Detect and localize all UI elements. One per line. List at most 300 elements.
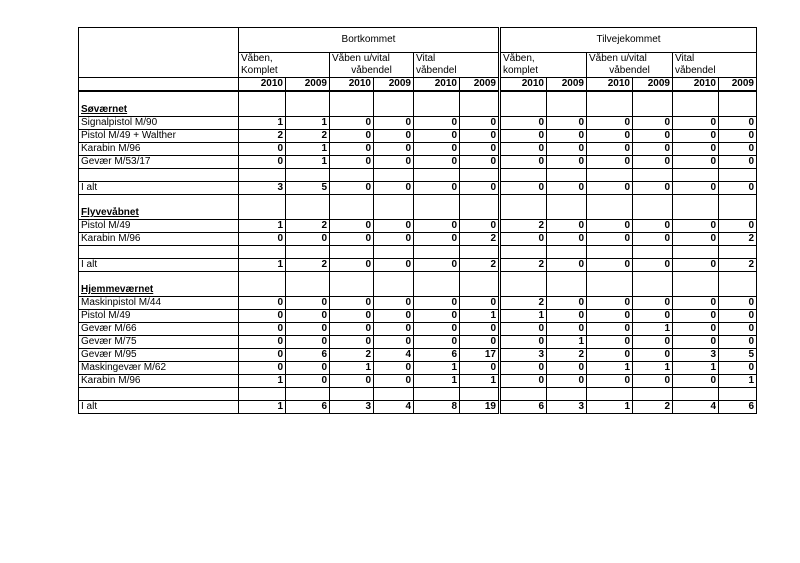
value-cell: 3 bbox=[673, 349, 719, 362]
blank-cell bbox=[719, 388, 757, 401]
value-cell: 0 bbox=[719, 310, 757, 323]
value-cell: 0 bbox=[414, 323, 460, 336]
section-title: Hjemmeværnet bbox=[79, 284, 239, 297]
value-cell: 0 bbox=[547, 297, 587, 310]
blank-cell bbox=[414, 284, 460, 297]
blank-cell bbox=[374, 104, 414, 117]
section-title-row bbox=[79, 284, 757, 297]
value-cell: 0 bbox=[633, 233, 673, 246]
value-cell: 0 bbox=[500, 156, 547, 169]
value-cell: 0 bbox=[719, 220, 757, 233]
blank-cell bbox=[673, 169, 719, 182]
row-label: Gevær M/66 bbox=[79, 323, 239, 336]
value-cell: 6 bbox=[286, 401, 330, 414]
blank-cell bbox=[500, 91, 547, 104]
value-cell: 0 bbox=[286, 323, 330, 336]
value-cell: 3 bbox=[547, 401, 587, 414]
blank-cell bbox=[374, 91, 414, 104]
blank-cell bbox=[673, 246, 719, 259]
value-cell: 19 bbox=[460, 401, 500, 414]
value-cell: 0 bbox=[719, 117, 757, 130]
value-cell: 0 bbox=[286, 310, 330, 323]
blank-cell bbox=[286, 388, 330, 401]
table-row bbox=[79, 336, 757, 349]
value-cell: 2 bbox=[286, 259, 330, 272]
value-cell: 0 bbox=[239, 362, 286, 375]
value-cell: 0 bbox=[460, 130, 500, 143]
blank-cell bbox=[330, 284, 374, 297]
blank-cell bbox=[673, 207, 719, 220]
blank-cell bbox=[239, 207, 286, 220]
value-cell: 0 bbox=[673, 375, 719, 388]
value-cell: 0 bbox=[587, 143, 633, 156]
value-cell: 0 bbox=[587, 259, 633, 272]
value-cell: 6 bbox=[719, 401, 757, 414]
blank-cell bbox=[587, 91, 633, 104]
table-row bbox=[79, 323, 757, 336]
row-label: Karabin M/96 bbox=[79, 233, 239, 246]
blank-cell bbox=[633, 169, 673, 182]
blank-cell bbox=[500, 272, 547, 285]
value-cell: 0 bbox=[719, 143, 757, 156]
value-cell: 0 bbox=[673, 233, 719, 246]
value-cell: 0 bbox=[374, 143, 414, 156]
blank-cell bbox=[587, 388, 633, 401]
blank-cell bbox=[460, 207, 500, 220]
table-row bbox=[79, 156, 757, 169]
blank-cell bbox=[719, 91, 757, 104]
value-cell: 3 bbox=[239, 182, 286, 195]
value-cell: 0 bbox=[239, 310, 286, 323]
value-cell: 0 bbox=[330, 143, 374, 156]
value-cell: 0 bbox=[673, 323, 719, 336]
blank-cell bbox=[414, 207, 460, 220]
blank-cell bbox=[414, 388, 460, 401]
value-cell: 0 bbox=[587, 297, 633, 310]
blank-cell bbox=[673, 388, 719, 401]
value-cell: 0 bbox=[633, 336, 673, 349]
value-cell: 6 bbox=[414, 349, 460, 362]
value-cell: 0 bbox=[719, 297, 757, 310]
value-cell: 0 bbox=[587, 156, 633, 169]
value-cell: 0 bbox=[239, 143, 286, 156]
blank-cell bbox=[239, 91, 286, 104]
value-cell: 1 bbox=[239, 220, 286, 233]
row-label: Pistol M/49 + Walther bbox=[79, 130, 239, 143]
value-cell: 0 bbox=[673, 143, 719, 156]
value-cell: 0 bbox=[719, 323, 757, 336]
value-cell: 0 bbox=[330, 182, 374, 195]
section-spacer-row bbox=[79, 195, 757, 208]
value-cell: 0 bbox=[414, 336, 460, 349]
year-header-cell: 2009 bbox=[286, 78, 330, 92]
value-cell: 0 bbox=[633, 156, 673, 169]
blank-cell bbox=[587, 169, 633, 182]
value-cell: 1 bbox=[239, 401, 286, 414]
blank-cell bbox=[633, 272, 673, 285]
value-cell: 1 bbox=[673, 362, 719, 375]
year-header-cell: 2010 bbox=[673, 78, 719, 92]
value-cell: 1 bbox=[460, 310, 500, 323]
blank-cell bbox=[500, 169, 547, 182]
value-cell: 0 bbox=[330, 310, 374, 323]
value-cell: 0 bbox=[460, 336, 500, 349]
value-cell: 1 bbox=[587, 401, 633, 414]
value-cell: 0 bbox=[330, 130, 374, 143]
value-cell: 0 bbox=[547, 156, 587, 169]
value-cell: 0 bbox=[330, 220, 374, 233]
value-cell: 0 bbox=[587, 182, 633, 195]
blank-cell bbox=[79, 246, 239, 259]
subheader-complete-lost-1: Våben, bbox=[239, 53, 330, 66]
value-cell: 1 bbox=[414, 362, 460, 375]
value-cell: 1 bbox=[633, 362, 673, 375]
subheader-vital-lost-1: Vital bbox=[414, 53, 500, 66]
blank-cell bbox=[239, 246, 286, 259]
blank-cell bbox=[633, 207, 673, 220]
blank-cell bbox=[547, 207, 587, 220]
year-header-cell: 2010 bbox=[330, 78, 374, 92]
row-label: Maskingevær M/62 bbox=[79, 362, 239, 375]
value-cell: 0 bbox=[633, 182, 673, 195]
value-cell: 1 bbox=[460, 375, 500, 388]
subheader-novital-lost-2: våbendel bbox=[330, 65, 414, 78]
blank-cell bbox=[374, 388, 414, 401]
value-cell: 17 bbox=[460, 349, 500, 362]
blank-cell bbox=[414, 91, 460, 104]
value-cell: 0 bbox=[330, 297, 374, 310]
blank-cell bbox=[239, 388, 286, 401]
subheader-vital-lost-2: våbendel bbox=[414, 65, 500, 78]
blank-cell bbox=[460, 246, 500, 259]
table-row bbox=[79, 362, 757, 375]
value-cell: 0 bbox=[414, 156, 460, 169]
blank-cell bbox=[673, 195, 719, 208]
value-cell: 0 bbox=[500, 182, 547, 195]
value-cell: 3 bbox=[330, 401, 374, 414]
blank-cell bbox=[587, 272, 633, 285]
year-header-cell: 2009 bbox=[633, 78, 673, 92]
blank-cell bbox=[633, 388, 673, 401]
blank-cell bbox=[633, 195, 673, 208]
value-cell: 0 bbox=[547, 117, 587, 130]
value-cell: 0 bbox=[460, 117, 500, 130]
value-cell: 2 bbox=[547, 349, 587, 362]
value-cell: 1 bbox=[587, 362, 633, 375]
value-cell: 0 bbox=[414, 182, 460, 195]
value-cell: 0 bbox=[587, 220, 633, 233]
blank-cell bbox=[587, 207, 633, 220]
value-cell: 0 bbox=[719, 156, 757, 169]
blank-cell bbox=[79, 195, 239, 208]
value-cell: 0 bbox=[673, 336, 719, 349]
subheader-complete-found-1: Våben, bbox=[500, 53, 587, 66]
blank-cell bbox=[330, 388, 374, 401]
value-cell: 2 bbox=[719, 233, 757, 246]
value-cell: 0 bbox=[414, 130, 460, 143]
blank-cell bbox=[500, 104, 547, 117]
value-cell: 0 bbox=[374, 323, 414, 336]
blank-cell bbox=[587, 195, 633, 208]
blank-cell bbox=[719, 104, 757, 117]
value-cell: 0 bbox=[286, 362, 330, 375]
blank-cell bbox=[286, 91, 330, 104]
blank-cell bbox=[460, 169, 500, 182]
blank-cell bbox=[673, 284, 719, 297]
blank-cell bbox=[79, 388, 239, 401]
value-cell: 0 bbox=[414, 117, 460, 130]
value-cell: 0 bbox=[500, 130, 547, 143]
value-cell: 0 bbox=[239, 323, 286, 336]
value-cell: 0 bbox=[460, 143, 500, 156]
table-row bbox=[79, 143, 757, 156]
blank-cell bbox=[330, 169, 374, 182]
value-cell: 0 bbox=[239, 336, 286, 349]
value-cell: 0 bbox=[374, 117, 414, 130]
blank-cell bbox=[460, 272, 500, 285]
value-cell: 0 bbox=[673, 297, 719, 310]
subheader-vital-found-2: våbendel bbox=[673, 65, 757, 78]
blank-cell bbox=[374, 207, 414, 220]
value-cell: 1 bbox=[239, 117, 286, 130]
year-header-cell: 2009 bbox=[719, 78, 757, 92]
value-cell: 0 bbox=[633, 117, 673, 130]
value-cell: 0 bbox=[547, 323, 587, 336]
value-cell: 0 bbox=[673, 156, 719, 169]
year-header-cell: 2009 bbox=[547, 78, 587, 92]
blank-cell bbox=[330, 104, 374, 117]
value-cell: 0 bbox=[587, 310, 633, 323]
value-cell: 0 bbox=[374, 297, 414, 310]
blank-cell bbox=[633, 104, 673, 117]
table-row bbox=[79, 310, 757, 323]
section-spacer-row bbox=[79, 91, 757, 104]
blank-cell bbox=[79, 91, 239, 104]
year-header-cell: 2009 bbox=[374, 78, 414, 92]
value-cell: 0 bbox=[547, 182, 587, 195]
row-label: I alt bbox=[79, 401, 239, 414]
value-cell: 0 bbox=[460, 362, 500, 375]
value-cell: 2 bbox=[460, 233, 500, 246]
blank-cell bbox=[500, 246, 547, 259]
blank-cell bbox=[239, 284, 286, 297]
blank-cell bbox=[547, 91, 587, 104]
row-label: Gevær M/53/17 bbox=[79, 156, 239, 169]
table-row bbox=[79, 233, 757, 246]
weapons-table-container bbox=[78, 27, 757, 414]
row-label: Pistol M/49 bbox=[79, 220, 239, 233]
value-cell: 0 bbox=[633, 143, 673, 156]
value-cell: 0 bbox=[239, 297, 286, 310]
blank-cell bbox=[500, 207, 547, 220]
blank-cell bbox=[239, 169, 286, 182]
value-cell: 4 bbox=[374, 401, 414, 414]
value-cell: 0 bbox=[633, 130, 673, 143]
blank-cell bbox=[500, 195, 547, 208]
row-label: Gevær M/75 bbox=[79, 336, 239, 349]
value-cell: 1 bbox=[719, 375, 757, 388]
value-cell: 0 bbox=[374, 259, 414, 272]
blank-cell bbox=[460, 388, 500, 401]
blank-cell bbox=[286, 272, 330, 285]
year-header-cell: 2009 bbox=[460, 78, 500, 92]
value-cell: 6 bbox=[500, 401, 547, 414]
group-header-row bbox=[79, 28, 757, 53]
value-cell: 1 bbox=[547, 336, 587, 349]
blank-cell bbox=[719, 272, 757, 285]
blank-cell bbox=[587, 284, 633, 297]
blank-cell bbox=[460, 195, 500, 208]
section-title-row bbox=[79, 207, 757, 220]
blank-cell bbox=[239, 195, 286, 208]
year-header-cell: 2010 bbox=[239, 78, 286, 92]
blank-cell bbox=[414, 104, 460, 117]
blank-cell bbox=[719, 284, 757, 297]
value-cell: 2 bbox=[239, 130, 286, 143]
value-cell: 0 bbox=[547, 220, 587, 233]
subheader-complete-lost-2: Komplet bbox=[239, 65, 330, 78]
value-cell: 1 bbox=[500, 310, 547, 323]
total-row bbox=[79, 259, 757, 272]
value-cell: 0 bbox=[374, 362, 414, 375]
value-cell: 2 bbox=[500, 259, 547, 272]
weapons-table bbox=[78, 27, 757, 414]
value-cell: 0 bbox=[587, 375, 633, 388]
blank-cell bbox=[414, 272, 460, 285]
value-cell: 0 bbox=[414, 297, 460, 310]
value-cell: 0 bbox=[500, 233, 547, 246]
value-cell: 0 bbox=[414, 259, 460, 272]
value-cell: 0 bbox=[673, 130, 719, 143]
value-cell: 0 bbox=[547, 310, 587, 323]
value-cell: 0 bbox=[374, 375, 414, 388]
value-cell: 0 bbox=[414, 220, 460, 233]
blank-cell bbox=[286, 195, 330, 208]
blank-cell bbox=[460, 284, 500, 297]
blank-cell bbox=[286, 169, 330, 182]
value-cell: 0 bbox=[330, 375, 374, 388]
blank-cell bbox=[587, 246, 633, 259]
value-cell: 0 bbox=[500, 117, 547, 130]
value-cell: 0 bbox=[414, 143, 460, 156]
value-cell: 0 bbox=[374, 336, 414, 349]
value-cell: 0 bbox=[719, 336, 757, 349]
blank-cell bbox=[330, 91, 374, 104]
value-cell: 0 bbox=[330, 233, 374, 246]
blank-cell bbox=[330, 272, 374, 285]
value-cell: 0 bbox=[460, 182, 500, 195]
value-cell: 0 bbox=[286, 375, 330, 388]
value-cell: 0 bbox=[239, 349, 286, 362]
group-header-lost: Bortkommet bbox=[239, 28, 500, 53]
blank-cell bbox=[719, 207, 757, 220]
row-label: Signalpistol M/90 bbox=[79, 117, 239, 130]
value-cell: 1 bbox=[239, 375, 286, 388]
table-row bbox=[79, 297, 757, 310]
value-cell: 0 bbox=[286, 336, 330, 349]
section-spacer-row bbox=[79, 272, 757, 285]
corner-cell bbox=[79, 28, 239, 78]
value-cell: 2 bbox=[286, 130, 330, 143]
blank-cell bbox=[414, 169, 460, 182]
value-cell: 0 bbox=[374, 130, 414, 143]
blank-cell bbox=[286, 246, 330, 259]
group-header-found: Tilvejekommet bbox=[500, 28, 757, 53]
blank-cell bbox=[719, 195, 757, 208]
row-label: I alt bbox=[79, 182, 239, 195]
blank-cell bbox=[330, 246, 374, 259]
blank-cell bbox=[587, 104, 633, 117]
blank-cell bbox=[547, 195, 587, 208]
blank-cell bbox=[673, 91, 719, 104]
value-cell: 0 bbox=[500, 362, 547, 375]
value-cell: 1 bbox=[239, 259, 286, 272]
table-row bbox=[79, 130, 757, 143]
value-cell: 0 bbox=[500, 323, 547, 336]
value-cell: 4 bbox=[374, 349, 414, 362]
value-cell: 0 bbox=[587, 130, 633, 143]
blank-cell bbox=[374, 272, 414, 285]
value-cell: 3 bbox=[500, 349, 547, 362]
row-label: Maskinpistol M/44 bbox=[79, 297, 239, 310]
value-cell: 0 bbox=[239, 233, 286, 246]
year-corner bbox=[79, 78, 239, 92]
year-header-cell: 2010 bbox=[414, 78, 460, 92]
subheader-novital-found-1: Våben u/vital bbox=[587, 53, 673, 66]
value-cell: 8 bbox=[414, 401, 460, 414]
row-label: Karabin M/96 bbox=[79, 375, 239, 388]
value-cell: 0 bbox=[673, 310, 719, 323]
blank-cell bbox=[374, 169, 414, 182]
value-cell: 1 bbox=[414, 375, 460, 388]
year-header-row bbox=[79, 78, 757, 92]
blank-cell bbox=[79, 272, 239, 285]
blank-cell bbox=[719, 246, 757, 259]
value-cell: 0 bbox=[587, 323, 633, 336]
row-label: Gevær M/95 bbox=[79, 349, 239, 362]
value-cell: 0 bbox=[673, 259, 719, 272]
value-cell: 0 bbox=[719, 362, 757, 375]
value-cell: 2 bbox=[719, 259, 757, 272]
value-cell: 0 bbox=[500, 375, 547, 388]
value-cell: 0 bbox=[547, 362, 587, 375]
value-cell: 1 bbox=[330, 362, 374, 375]
pre-total-blank-row bbox=[79, 169, 757, 182]
value-cell: 0 bbox=[500, 143, 547, 156]
value-cell: 0 bbox=[286, 297, 330, 310]
year-header-cell: 2010 bbox=[587, 78, 633, 92]
value-cell: 0 bbox=[547, 233, 587, 246]
value-cell: 0 bbox=[633, 297, 673, 310]
value-cell: 1 bbox=[286, 117, 330, 130]
value-cell: 1 bbox=[286, 143, 330, 156]
subheader-vital-found-1: Vital bbox=[673, 53, 757, 66]
value-cell: 0 bbox=[587, 233, 633, 246]
row-label: I alt bbox=[79, 259, 239, 272]
blank-cell bbox=[330, 207, 374, 220]
value-cell: 2 bbox=[330, 349, 374, 362]
total-row bbox=[79, 182, 757, 195]
subheader-complete-found-2: komplet bbox=[500, 65, 587, 78]
value-cell: 0 bbox=[719, 182, 757, 195]
value-cell: 6 bbox=[286, 349, 330, 362]
blank-cell bbox=[500, 284, 547, 297]
value-cell: 0 bbox=[374, 182, 414, 195]
value-cell: 0 bbox=[414, 233, 460, 246]
value-cell: 0 bbox=[673, 182, 719, 195]
subheader-novital-found-2: våbendel bbox=[587, 65, 673, 78]
value-cell: 0 bbox=[547, 259, 587, 272]
